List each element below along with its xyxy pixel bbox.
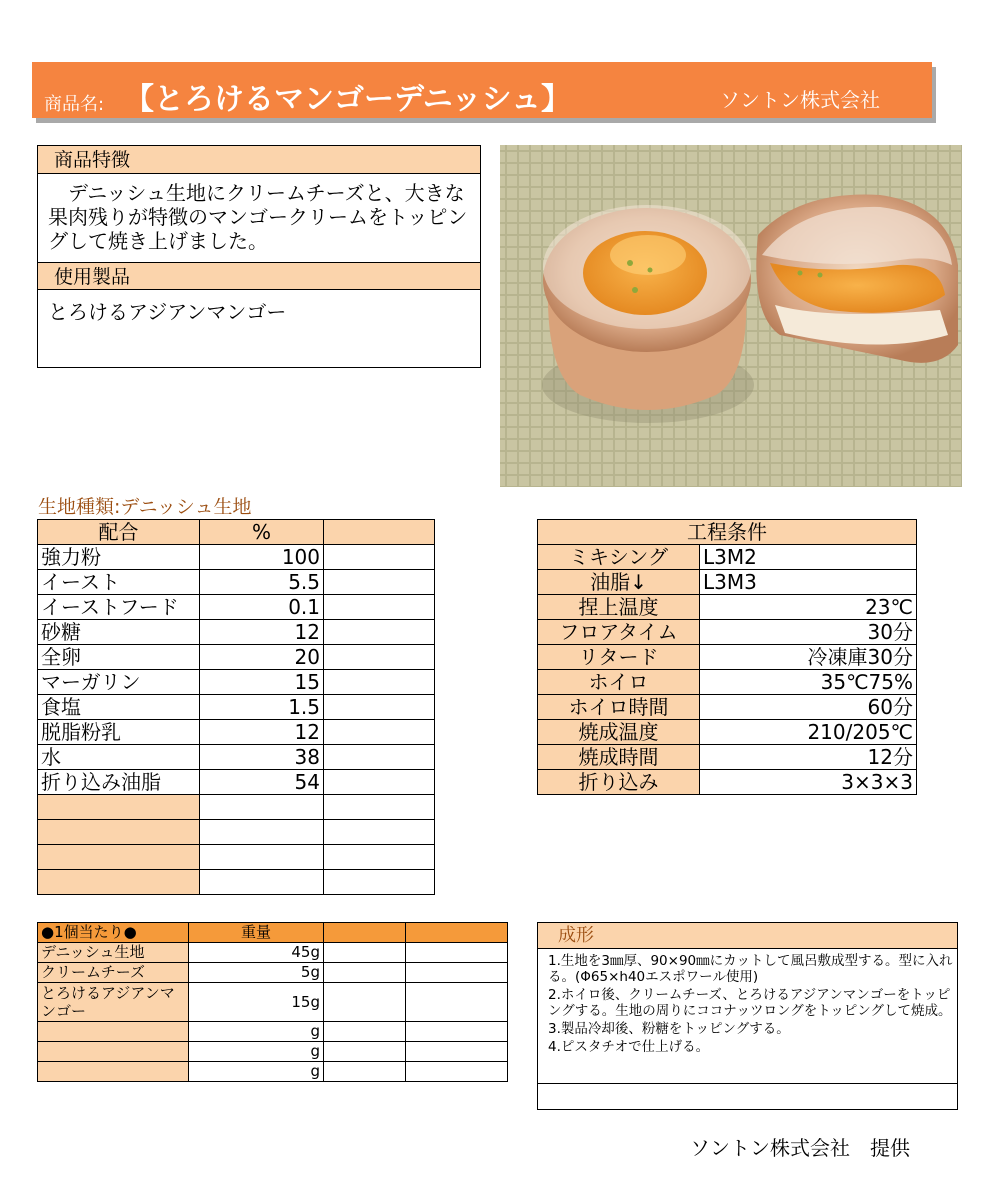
table-row xyxy=(38,670,435,695)
header-percent: % xyxy=(200,520,324,545)
condition-value: 210/205℃ xyxy=(700,720,917,745)
empty-row xyxy=(38,870,435,895)
condition-value: 12分 xyxy=(700,745,917,770)
table-row xyxy=(38,1022,508,1042)
ingredient-percent: 38 xyxy=(200,745,324,770)
ingredient-percent: 54 xyxy=(200,770,324,795)
per-piece-header: ●1個当たり● xyxy=(38,923,189,943)
table-row xyxy=(538,670,917,695)
empty-cell xyxy=(38,795,200,820)
blank-cell xyxy=(324,983,406,1022)
header-company: ソントン株式会社 xyxy=(720,88,880,112)
blank-header xyxy=(406,923,508,943)
table-row xyxy=(538,695,917,720)
table-row xyxy=(38,620,435,645)
condition-value: L3M2 xyxy=(700,545,917,570)
condition-label: 折り込み xyxy=(538,770,700,795)
feature-description: デニッシュ生地にクリームチーズと、大きな果肉残りが特徴のマンゴークリームをトッピングして焼き上げました。 xyxy=(48,181,468,253)
portion-table xyxy=(37,922,508,1082)
ingredient-percent: 5.5 xyxy=(200,570,324,595)
blank-cell xyxy=(324,670,435,695)
portion-name xyxy=(38,1042,189,1062)
table-row xyxy=(538,645,917,670)
ingredient-percent: 0.1 xyxy=(200,595,324,620)
condition-label: 捏上温度 xyxy=(538,595,700,620)
forming-box xyxy=(537,922,958,1110)
blank-cell xyxy=(324,943,406,963)
blank-cell xyxy=(324,695,435,720)
empty-cell xyxy=(38,870,200,895)
feature-heading: 商品特徴 xyxy=(38,146,480,174)
empty-cell xyxy=(38,845,200,870)
condition-label: ホイロ時間 xyxy=(538,695,700,720)
blank-cell xyxy=(406,943,508,963)
blank-cell xyxy=(324,1042,406,1062)
portion-name: とろけるアジアンマンゴー xyxy=(38,983,189,1022)
empty-cell xyxy=(200,870,324,895)
empty-cell xyxy=(38,820,200,845)
condition-label: フロアタイム xyxy=(538,620,700,645)
blank-cell xyxy=(324,963,406,983)
table-row xyxy=(538,545,917,570)
ingredient-name: 水 xyxy=(38,745,200,770)
table-row xyxy=(38,570,435,595)
table-row xyxy=(538,720,917,745)
danish-pastry-photo-icon xyxy=(500,145,962,487)
condition-value: 60分 xyxy=(700,695,917,720)
ingredient-name: 食塩 xyxy=(38,695,200,720)
header-blank xyxy=(324,520,435,545)
table-row xyxy=(38,745,435,770)
portion-weight: 15g xyxy=(189,983,324,1022)
condition-label: 焼成時間 xyxy=(538,745,700,770)
table-row xyxy=(38,770,435,795)
condition-value: 3×3×3 xyxy=(700,770,917,795)
table-row xyxy=(538,620,917,645)
empty-cell xyxy=(324,795,435,820)
forming-step: 2.ホイロ後、クリームチーズ、とろけるアジアンマンゴーをトッピングする。生地の周りにココナッツロングをトッピングして焼成。 xyxy=(548,987,952,1019)
ingredient-name: 折り込み油脂 xyxy=(38,770,200,795)
blank-cell xyxy=(406,983,508,1022)
blank-cell xyxy=(406,1062,508,1082)
credit-text: ソントン株式会社 提供 xyxy=(690,1136,910,1160)
ingredient-percent: 20 xyxy=(200,645,324,670)
process-conditions-table xyxy=(537,519,917,795)
condition-label: ミキシング xyxy=(538,545,700,570)
blank-cell xyxy=(324,1062,406,1082)
process-heading: 工程条件 xyxy=(538,520,917,545)
condition-label: 焼成温度 xyxy=(538,720,700,745)
feature-box xyxy=(37,145,481,368)
ingredient-name: 強力粉 xyxy=(38,545,200,570)
empty-cell xyxy=(324,820,435,845)
table-header-row xyxy=(38,520,435,545)
table-row xyxy=(538,595,917,620)
products-heading: 使用製品 xyxy=(38,262,480,290)
ingredient-name: 全卵 xyxy=(38,645,200,670)
blank-cell xyxy=(324,1022,406,1042)
pastry-photo xyxy=(500,145,962,487)
portion-name xyxy=(38,1022,189,1042)
table-row xyxy=(38,695,435,720)
ingredient-percent: 15 xyxy=(200,670,324,695)
portion-weight: g xyxy=(189,1062,324,1082)
condition-value: 30分 xyxy=(700,620,917,645)
ingredient-percent: 100 xyxy=(200,545,324,570)
portion-name: クリームチーズ xyxy=(38,963,189,983)
portion-weight: g xyxy=(189,1042,324,1062)
table-row xyxy=(38,943,508,963)
empty-row xyxy=(38,820,435,845)
table-row xyxy=(538,770,917,795)
table-row xyxy=(38,963,508,983)
condition-value: 35℃75% xyxy=(700,670,917,695)
table-row xyxy=(538,570,917,595)
empty-cell xyxy=(324,870,435,895)
ingredient-name: 砂糖 xyxy=(38,620,200,645)
condition-label: リタード xyxy=(538,645,700,670)
blank-cell xyxy=(324,545,435,570)
product-title: 【とろけるマンゴーデニッシュ】 xyxy=(124,82,571,117)
empty-cell xyxy=(200,845,324,870)
table-row xyxy=(38,545,435,570)
dough-recipe-table xyxy=(37,519,435,895)
condition-label: 油脂↓ xyxy=(538,570,700,595)
blank-cell xyxy=(324,620,435,645)
condition-value: 冷凍庫30分 xyxy=(700,645,917,670)
table-row xyxy=(38,595,435,620)
forming-step: 1.生地を3㎜厚、90×90㎜にカットして風呂敷成型する。型に入れる。(Φ65×h40エスポワール使用) xyxy=(548,953,953,985)
forming-footer-line xyxy=(538,1083,957,1084)
empty-cell xyxy=(200,820,324,845)
portion-name: デニッシュ生地 xyxy=(38,943,189,963)
blank-header xyxy=(324,923,406,943)
ingredient-name: 脱脂粉乳 xyxy=(38,720,200,745)
blank-cell xyxy=(406,1042,508,1062)
portion-name xyxy=(38,1062,189,1082)
empty-row xyxy=(38,845,435,870)
header-formula: 配合 xyxy=(38,520,200,545)
weight-header: 重量 xyxy=(189,923,324,943)
header-banner xyxy=(32,62,932,118)
blank-cell xyxy=(324,745,435,770)
forming-step: 3.製品冷却後、粉糖をトッピングする。 xyxy=(548,1021,790,1037)
portion-weight: 5g xyxy=(189,963,324,983)
table-row xyxy=(38,1042,508,1062)
forming-steps xyxy=(548,953,953,1057)
table-row xyxy=(38,983,508,1022)
portion-weight: 45g xyxy=(189,943,324,963)
forming-step: 4.ピスタチオで仕上げる。 xyxy=(548,1039,710,1055)
ingredient-percent: 12 xyxy=(200,620,324,645)
condition-value: L3M3 xyxy=(700,570,917,595)
dough-type-title: 生地種類:デニッシュ生地 xyxy=(38,496,252,518)
blank-cell xyxy=(324,570,435,595)
empty-cell xyxy=(324,845,435,870)
table-row xyxy=(38,1062,508,1082)
table-header-row xyxy=(38,923,508,943)
condition-label: ホイロ xyxy=(538,670,700,695)
product-used: とろけるアジアンマンゴー xyxy=(48,300,287,324)
table-row xyxy=(38,720,435,745)
forming-heading: 成形 xyxy=(538,923,957,949)
condition-value: 23℃ xyxy=(700,595,917,620)
table-row xyxy=(538,745,917,770)
blank-cell xyxy=(324,595,435,620)
empty-cell xyxy=(200,795,324,820)
ingredient-percent: 12 xyxy=(200,720,324,745)
ingredient-name: イースト xyxy=(38,570,200,595)
table-header-row xyxy=(538,520,917,545)
ingredient-percent: 1.5 xyxy=(200,695,324,720)
product-name-label: 商品名: xyxy=(44,94,105,115)
ingredient-name: イーストフード xyxy=(38,595,200,620)
blank-cell xyxy=(324,720,435,745)
ingredient-name: マーガリン xyxy=(38,670,200,695)
portion-weight: g xyxy=(189,1022,324,1042)
table-row xyxy=(38,645,435,670)
blank-cell xyxy=(324,645,435,670)
empty-row xyxy=(38,795,435,820)
blank-cell xyxy=(406,963,508,983)
blank-cell xyxy=(324,770,435,795)
blank-cell xyxy=(406,1022,508,1042)
